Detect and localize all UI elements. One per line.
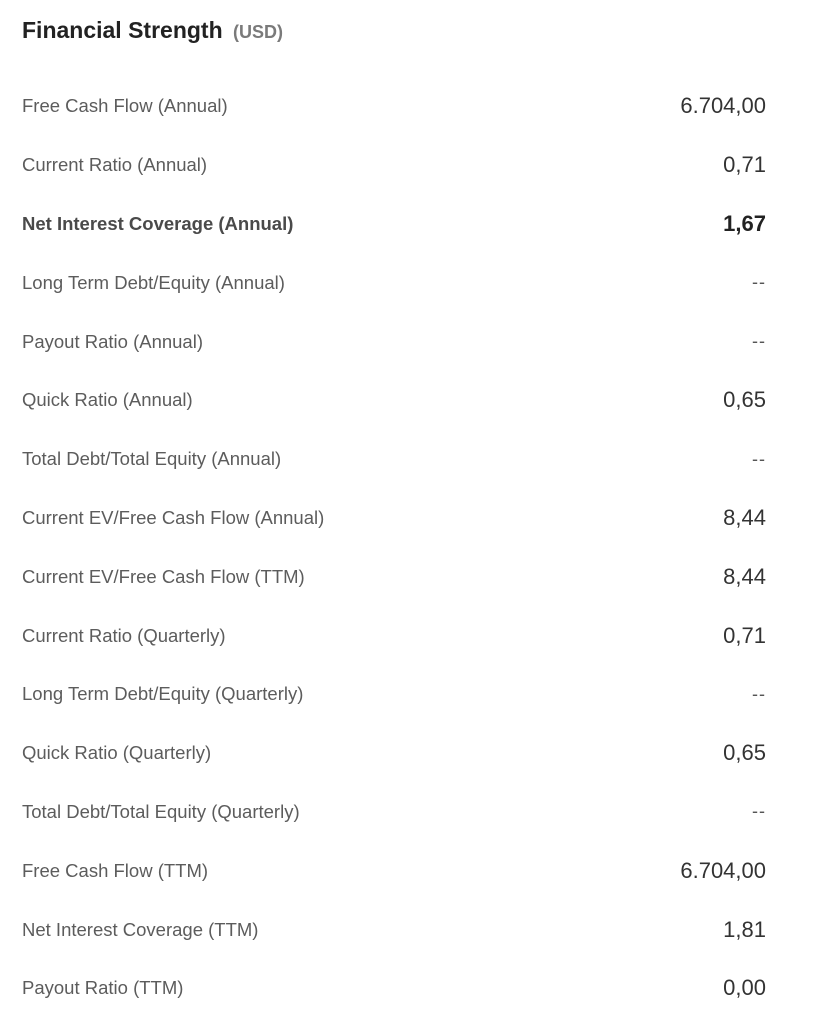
metric-label: Payout Ratio (Annual) <box>22 330 203 352</box>
section-title <box>22 14 283 46</box>
metric-value: 0,71 <box>723 152 766 178</box>
metric-value: 6.704,00 <box>680 857 766 883</box>
metric-row-ev-fcf-annual <box>22 489 766 548</box>
metric-value: 0,00 <box>723 975 766 1001</box>
metric-value: -- <box>752 448 766 469</box>
metric-value: -- <box>752 801 766 822</box>
metric-label: Free Cash Flow (Annual) <box>22 95 228 117</box>
metric-label: Payout Ratio (TTM) <box>22 977 184 999</box>
metric-row-long-term-debt-equity-quarterly <box>22 665 766 724</box>
metric-row-total-debt-equity-quarterly <box>22 783 766 842</box>
metric-row-current-ratio-annual <box>22 136 766 195</box>
metric-value: -- <box>752 331 766 352</box>
metric-row-net-interest-coverage-ttm <box>22 900 766 959</box>
metric-value: 1,81 <box>723 916 766 942</box>
metric-label: Current Ratio (Quarterly) <box>22 624 226 646</box>
metric-value: 8,44 <box>723 563 766 589</box>
metric-label: Net Interest Coverage (TTM) <box>22 918 259 940</box>
metric-value: 0,65 <box>723 387 766 413</box>
metric-label: Net Interest Coverage (Annual) <box>22 212 294 234</box>
metric-row-payout-ratio-annual <box>22 312 766 371</box>
metric-label: Current EV/Free Cash Flow (Annual) <box>22 506 325 528</box>
metric-row-payout-ratio-ttm <box>22 959 766 1018</box>
metric-value: 6.704,00 <box>680 93 766 119</box>
metric-row-total-debt-equity-annual <box>22 430 766 489</box>
metric-row-long-term-debt-equity-annual <box>22 253 766 312</box>
metric-row-quick-ratio-quarterly <box>22 724 766 783</box>
metric-row-free-cash-flow-ttm <box>22 841 766 900</box>
metric-row-free-cash-flow-annual <box>22 77 766 136</box>
currency-unit: (USD) <box>233 22 284 42</box>
metric-label: Total Debt/Total Equity (Quarterly) <box>22 800 300 822</box>
metric-label: Total Debt/Total Equity (Annual) <box>22 448 282 470</box>
metric-value: -- <box>752 272 766 293</box>
metrics-list <box>22 77 766 1018</box>
metric-value: 0,71 <box>723 622 766 648</box>
metric-label: Long Term Debt/Equity (Quarterly) <box>22 683 304 705</box>
metric-value: 0,65 <box>723 740 766 766</box>
metric-value: 8,44 <box>723 504 766 530</box>
metric-row-current-ratio-quarterly <box>22 606 766 665</box>
metric-label: Current Ratio (Annual) <box>22 154 208 176</box>
metric-value: -- <box>752 683 766 704</box>
metric-row-quick-ratio-annual <box>22 371 766 430</box>
metric-label: Current EV/Free Cash Flow (TTM) <box>22 565 305 587</box>
metric-row-ev-fcf-ttm <box>22 547 766 606</box>
metric-label: Quick Ratio (Quarterly) <box>22 742 212 764</box>
metric-label: Long Term Debt/Equity (Annual) <box>22 271 285 293</box>
metric-row-net-interest-coverage-annual <box>22 195 766 254</box>
metric-label: Free Cash Flow (TTM) <box>22 859 209 881</box>
metric-label: Quick Ratio (Annual) <box>22 389 193 411</box>
metric-value: 1,67 <box>723 210 766 236</box>
section-title-text: Financial Strength <box>22 17 223 43</box>
